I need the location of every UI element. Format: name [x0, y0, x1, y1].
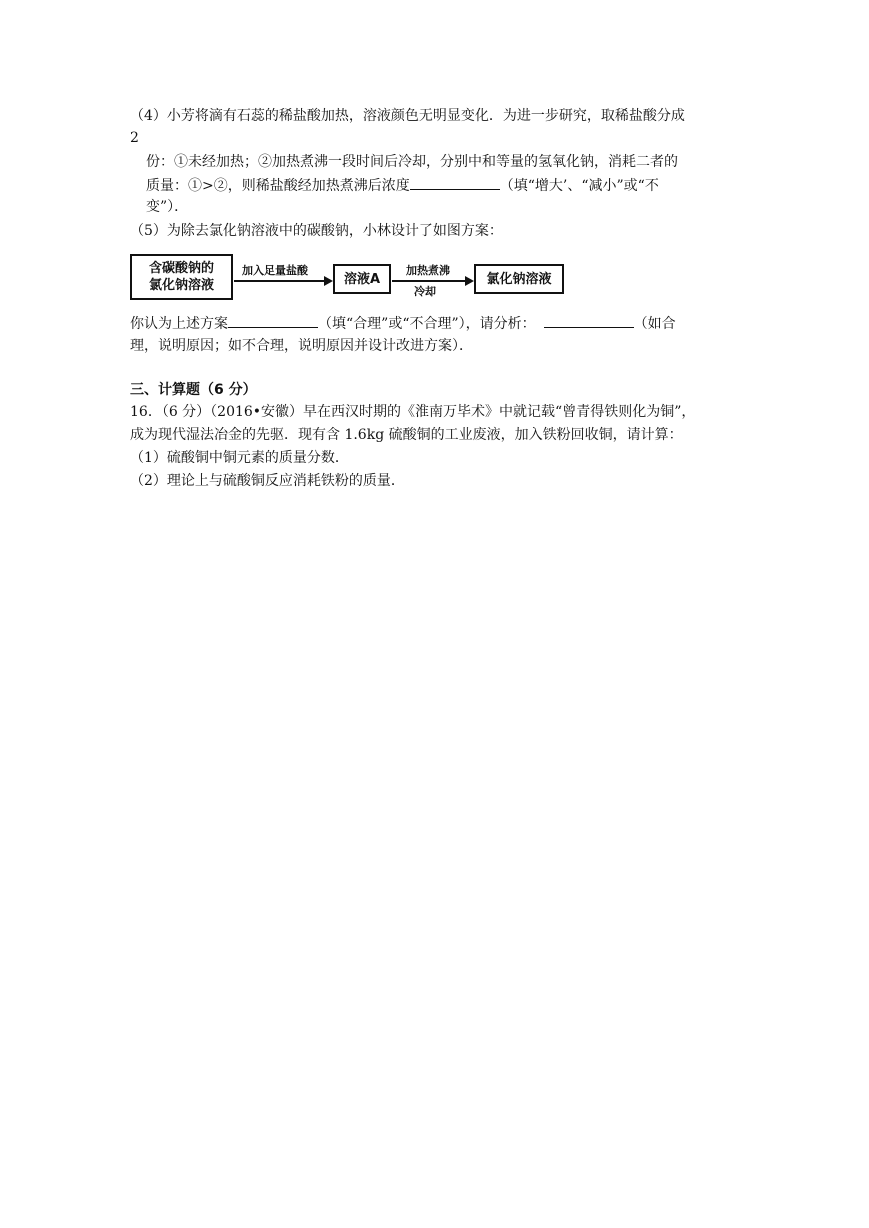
flow-box-solution-a: 溶液A	[333, 264, 391, 294]
flow-arrow-2-line	[392, 280, 465, 282]
q5-answer-text-1: 你认为上述方案	[130, 316, 228, 332]
flow-arrow-1-head-icon	[324, 276, 333, 286]
q5-line-1: （5）为除去氯化钠溶液中的碳酸钠，小林设计了如图方案：	[130, 223, 503, 239]
flow-arrow-2-label-bottom: 冷却	[414, 285, 436, 298]
flow-arrow-1-label: 加入足量盐酸	[242, 264, 308, 277]
q4-line-1: （4）小芳将滴有石蕊的稀盐酸加热，溶液颜色无明显变化．为进一步研究，取稀盐酸分成	[130, 108, 685, 124]
flow-arrow-2-head-icon	[465, 276, 474, 286]
q16-line-1: 16．（6 分）（2016•安徽）早在西汉时期的《淮南万毕术》中就记载“曾青得铁则化为铜”，	[130, 404, 696, 420]
flow-arrow-1-line	[234, 280, 324, 282]
q4-line-5: 变”）．	[146, 199, 189, 215]
q4-line-4-text-before: 质量：①>②，则稀盐酸经加热煮沸后浓度	[146, 178, 410, 194]
q16-sub-question-2: （2）理论上与硫酸铜反应消耗铁粉的质量．	[130, 473, 405, 489]
q5-answer-text-3: （如合	[633, 316, 676, 332]
flow-arrow-2-label-top: 加热煮沸	[406, 264, 450, 277]
flow-box-end: 氯化钠溶液	[474, 264, 564, 294]
q16-line-2: 成为现代湿法冶金的先驱．现有含 1.6kg 硫酸铜的工业废液，加入铁粉回收铜，请计算：	[130, 427, 683, 443]
q16-sub-question-1: （1）硫酸铜中铜元素的质量分数．	[130, 450, 349, 466]
process-flow-diagram	[130, 250, 570, 302]
section-3-heading: 三、计算题（6 分）	[130, 382, 257, 398]
q5-answer-line-1	[130, 313, 676, 334]
q5-answer-line-2: 理，说明原因；如不合理，说明原因并设计改进方案）．	[130, 338, 473, 354]
answer-blank-analysis[interactable]	[544, 313, 634, 328]
q5-answer-text-2: （填“合理”或“不合理”），请分析：	[318, 316, 536, 332]
flow-box-start	[130, 254, 233, 300]
q4-line-4	[146, 175, 659, 196]
flow-box-start-line-1: 含碳酸钠的	[148, 261, 214, 276]
q4-line-4-text-after: （填“增大’、“减小”或“不	[499, 178, 659, 194]
answer-blank-concentration[interactable]	[410, 175, 500, 190]
q4-line-3: 份：①未经加热；②加热煮沸一段时间后冷却，分别中和等量的氢氧化钠，消耗二者的	[146, 154, 678, 170]
q4-line-2: 2	[130, 130, 139, 146]
answer-blank-reasonable[interactable]	[228, 313, 318, 328]
flow-box-start-line-2: 氯化钠溶液	[148, 278, 214, 293]
